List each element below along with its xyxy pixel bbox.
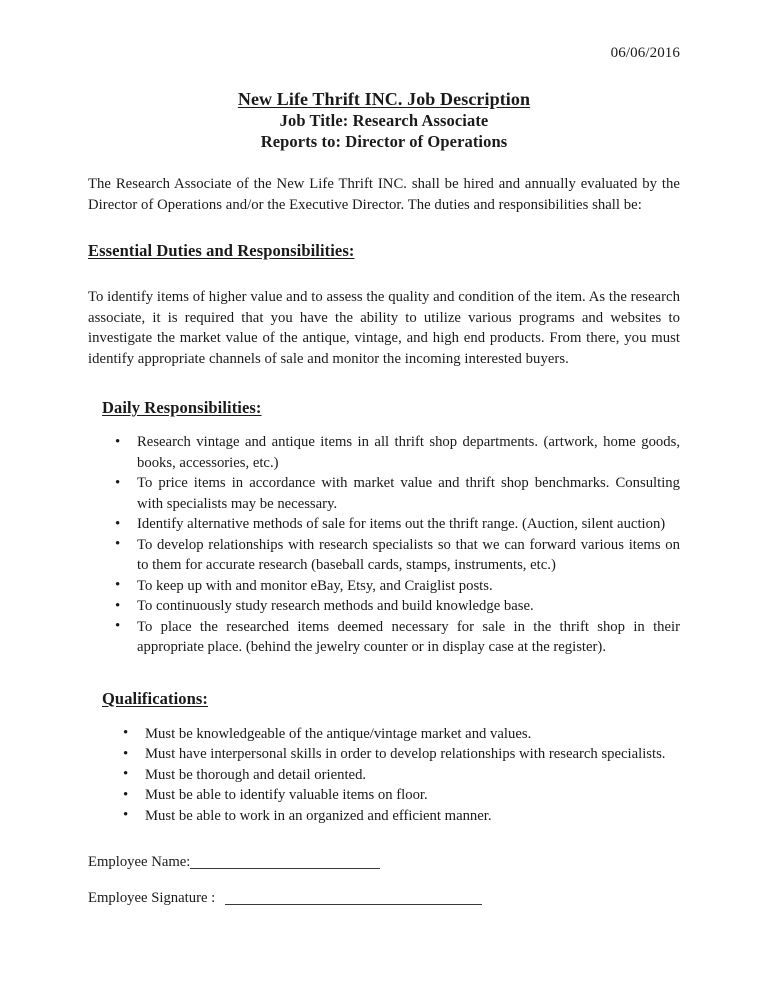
document-date: 06/06/2016 — [610, 45, 680, 61]
list-item: • Must be able to identify valuable items on floor. — [123, 785, 679, 806]
signature-block — [88, 852, 680, 908]
section-heading-essential-duties-text: Essential Duties and Responsibilities: — [88, 241, 355, 260]
employee-signature-label: Employee Signature : — [88, 889, 216, 906]
essential-duties-paragraph: To identify items of higher value and to assess the quality and condition of the item. As the research associate, it is required that you have the ability to utilize various programs and websites to investigate the market value of the antique, vintage, and high end products. From there, you must identify appropriate channels of sale and monitor the incoming interested buyers. — [88, 289, 680, 367]
document-content — [88, 0, 680, 908]
section-heading-qualifications-text: Qualifications: — [102, 688, 209, 708]
daily-responsibilities-list — [115, 432, 680, 658]
section-heading-daily-responsibilities-text: Daily Responsibilities: — [102, 398, 262, 417]
list-item: • To price items in accordance with market value and thrift shop benchmarks. Consulting with specialists may be necessary. — [115, 473, 680, 514]
reports-to-line: Reports to: Director of Operations — [260, 132, 508, 151]
employee-name-field[interactable] — [190, 868, 380, 869]
document-title-text: New Life Thrift INC. Job Description — [237, 89, 531, 109]
list-item: • To continuously study research methods and build knowledge base. — [115, 596, 680, 617]
employee-signature-field[interactable] — [225, 904, 482, 905]
section-heading-essential-duties — [88, 240, 680, 261]
list-item: • Must be knowledgeable of the antique/vintage market and values. — [123, 724, 679, 745]
employee-name-label: Employee Name: — [88, 854, 191, 870]
section-heading-qualifications — [102, 688, 680, 709]
qualifications-list — [123, 724, 679, 827]
section-heading-daily-responsibilities — [102, 397, 680, 418]
list-item: • To develop relationships with research specialists so that we can forward various items on to them for accurate research (baseball cards, stamps, instruments, etc.) — [115, 535, 680, 576]
list-item: • To place the researched items deemed necessary for sale in the thrift shop in their appropriate place. (behind the jewelry counter or in display case at the register). — [115, 617, 680, 658]
employee-signature-row — [88, 888, 680, 909]
list-item: • Must have interpersonal skills in order to develop relationships with research specialists. — [123, 744, 679, 765]
list-item: • Must be thorough and detail oriented. — [123, 765, 679, 786]
list-item: • Identify alternative methods of sale for items out the thrift range. (Auction, silent auction) — [115, 514, 680, 535]
document-title — [88, 88, 680, 110]
list-item: • Must be able to work in an organized and efficient manner. — [123, 806, 679, 827]
employee-name-row — [88, 852, 680, 873]
intro-paragraph: The Research Associate of the New Life Thrift INC. shall be hired and annually evaluated by the Director of Operations and/or the Executive Director. The duties and responsibilities shall be: — [88, 176, 680, 213]
title-block — [88, 88, 680, 152]
list-item: • To keep up with and monitor eBay, Etsy, and Craiglist posts. — [115, 576, 680, 597]
list-item: • Research vintage and antique items in all thrift shop departments. (artwork, home goods, books, accessories, etc.) — [115, 432, 680, 473]
job-title-line: Job Title: Research Associate — [279, 111, 489, 130]
